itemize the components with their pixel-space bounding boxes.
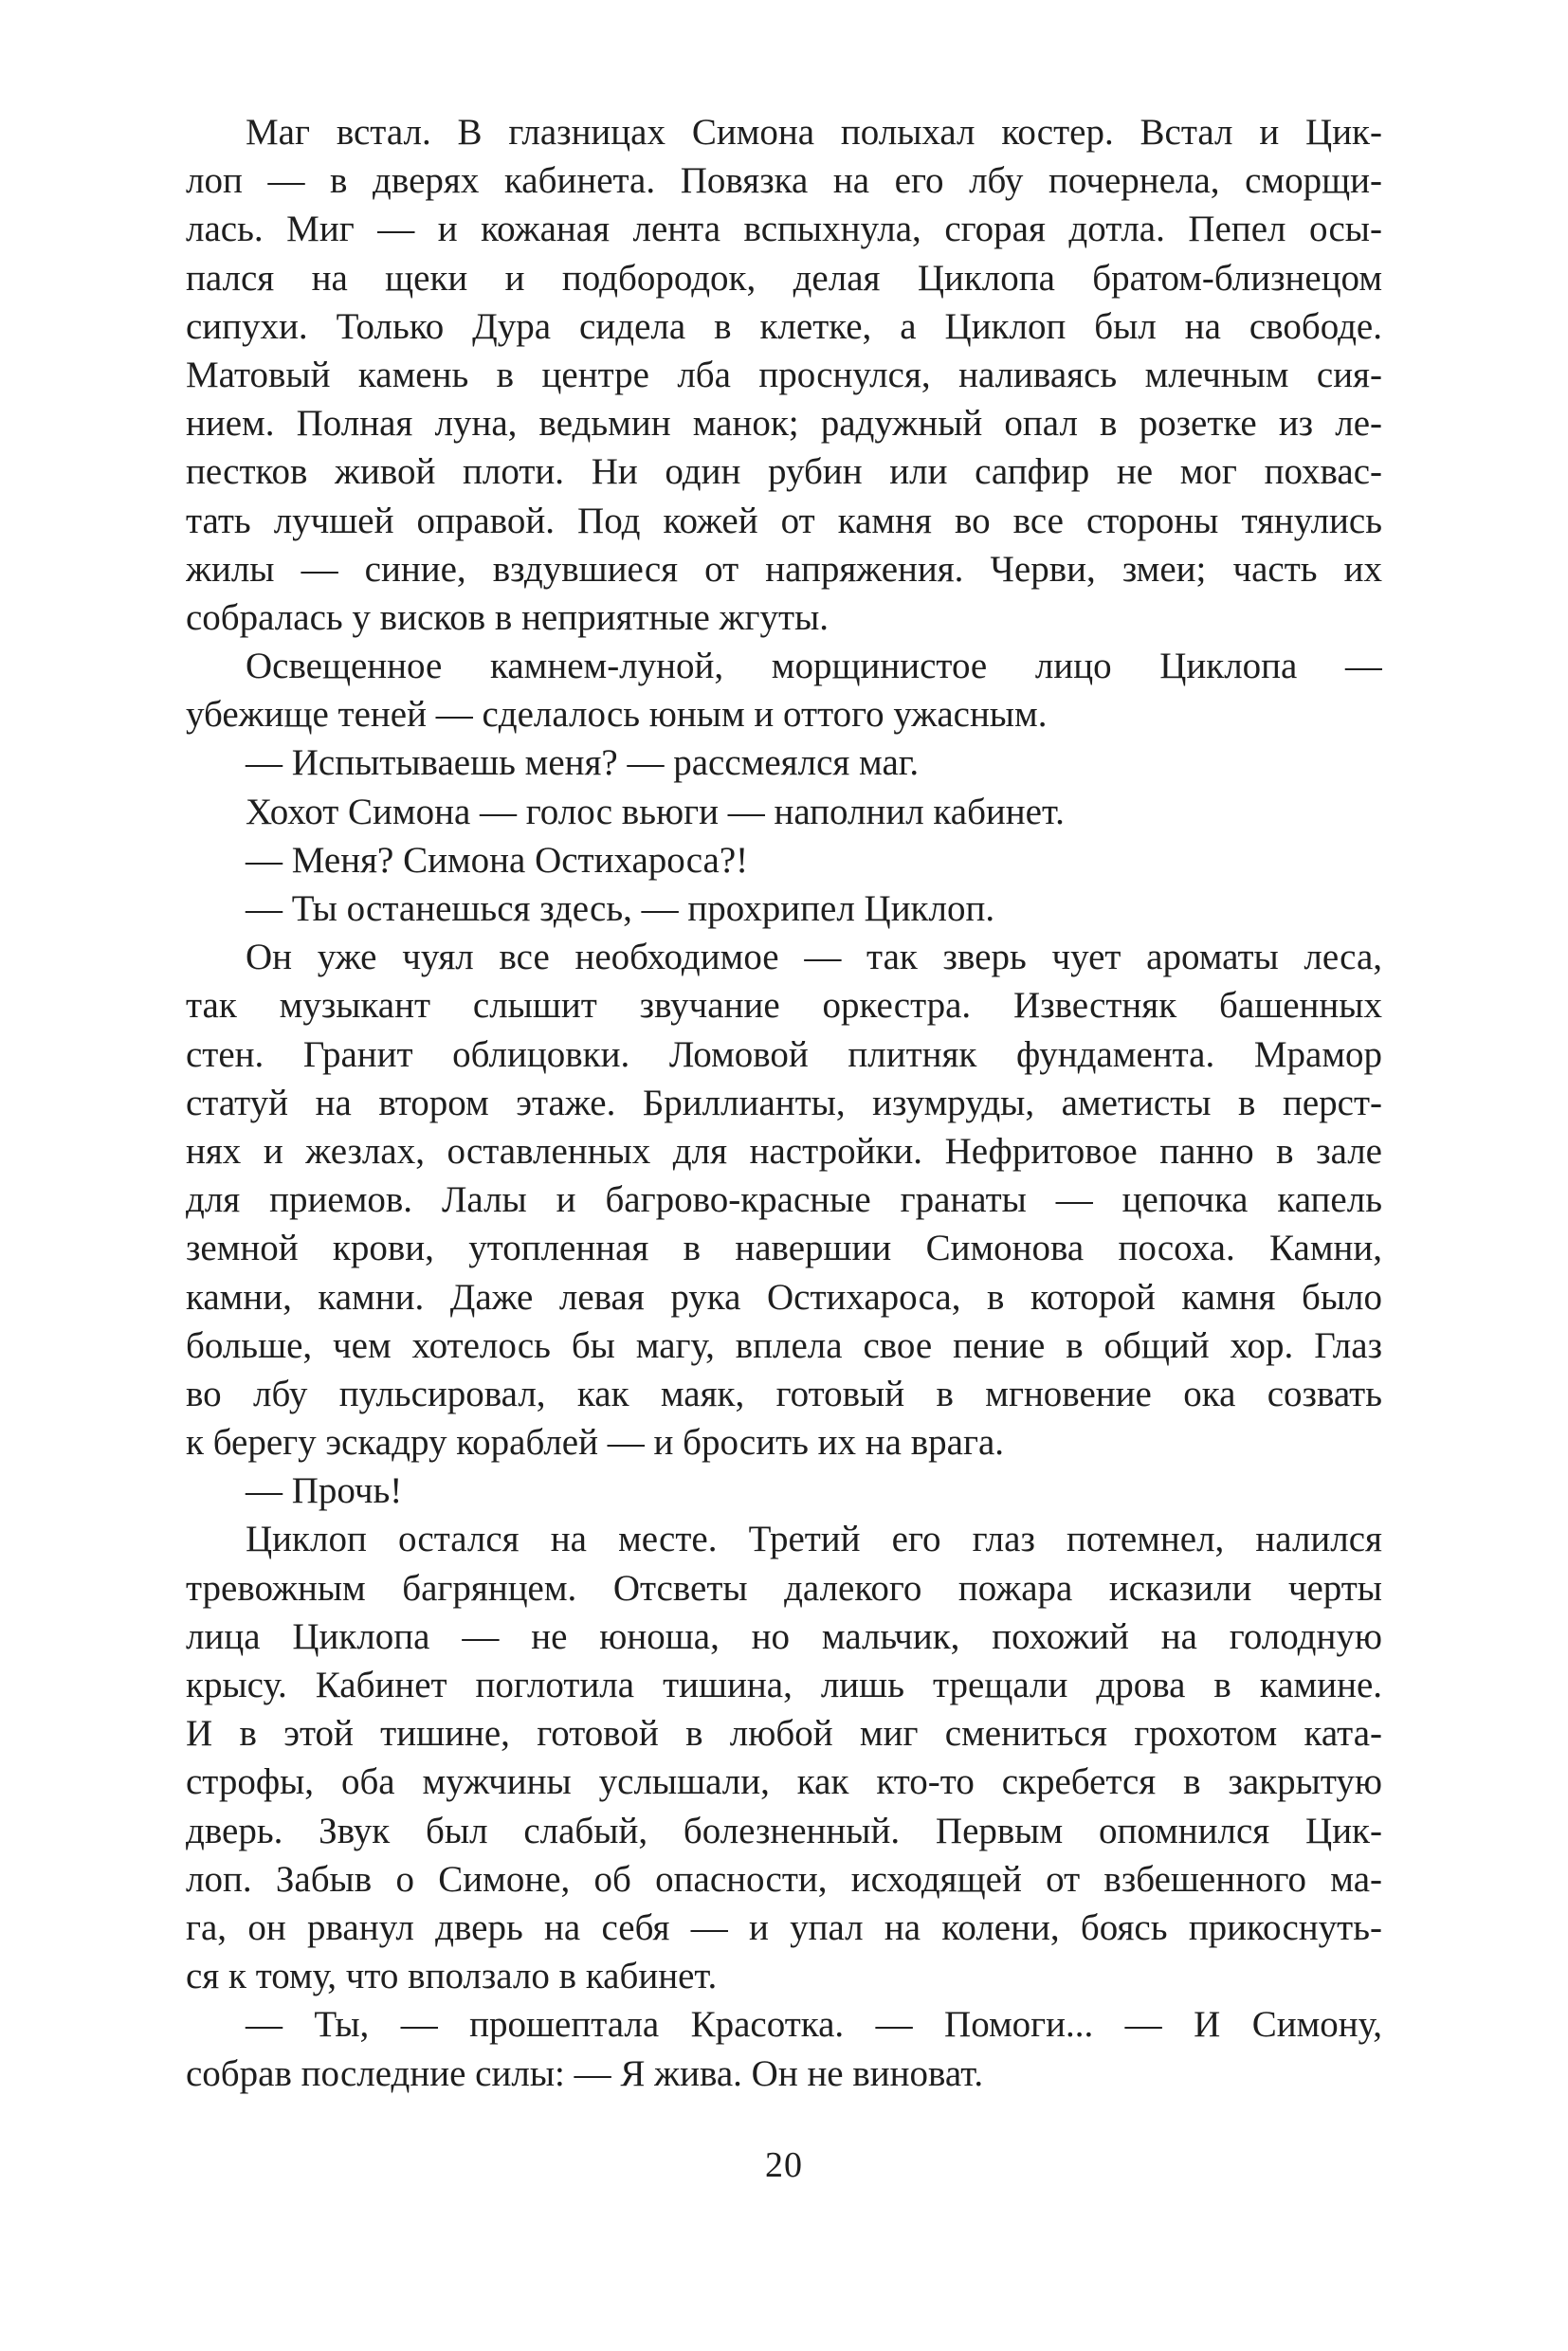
text-line: камни, камни. Даже левая рука Остихароса, в которой камня было xyxy=(186,1276,1382,1318)
text-line: к берегу эскадру кораблей — и бросить их на врага. xyxy=(186,1422,1005,1464)
text-line: крысу. Кабинет поглотила тишина, лишь трещали дрова в камине. xyxy=(186,1665,1382,1705)
text-line: лоп — в дверях кабинета. Повязка на его лбу почернела, сморщи- xyxy=(186,160,1382,202)
text-line: собрав последние силы: — Я жива. Он не виноват. xyxy=(186,2052,984,2094)
page-number: 20 xyxy=(765,2145,803,2185)
text-line: Маг встал. В глазницах Симона полыхал костер. Встал и Цик- xyxy=(246,112,1382,153)
text-line: пестков живой плоти. Ни один рубин или сапфир не мог похвас- xyxy=(186,451,1382,493)
text-line: стен. Гранит облицовки. Ломовой плитняк фундамента. Мрамор xyxy=(186,1033,1382,1075)
text-line: больше, чем хотелось бы магу, вплела свое пение в общий хор. Глаз xyxy=(186,1324,1382,1366)
text-line: Он уже чуял все необходимое — так зверь чует ароматы леса, xyxy=(246,937,1382,978)
text-line: — Ты останешься здесь, — прохрипел Циклоп. xyxy=(246,888,995,929)
text-line: лась. Миг — и кожаная лента вспыхнула, сгорая дотла. Пепел осы- xyxy=(186,209,1382,250)
text-line: нием. Полная луна, ведьмин манок; радужный опал в розетке из ле- xyxy=(186,403,1382,445)
text-line: тать лучшей оправой. Под кожей от камня во все стороны тянулись xyxy=(186,500,1382,541)
text-line: — Ты, — прошептала Красотка. — Помоги... — И Симону, xyxy=(246,2004,1382,2046)
text-line: га, он рванул дверь на себя — и упал на колени, боясь прикоснуть- xyxy=(186,1906,1382,1948)
text-line: земной крови, утопленная в навершии Симонова посоха. Камни, xyxy=(186,1228,1382,1269)
text-line: лица Циклопа — не юноша, но мальчик, похожий на голодную xyxy=(186,1615,1382,1657)
text-line: во лбу пульсировал, как маяк, готовый в мгновение ока созвать xyxy=(186,1373,1382,1414)
text-line: сипухи. Только Дура сидела в клетке, а Циклоп был на свободе. xyxy=(186,305,1382,347)
text-line: И в этой тишине, готовой в любой миг смениться грохотом ката- xyxy=(186,1713,1382,1755)
text-line: — Меня? Симона Остихароса?! xyxy=(246,839,749,881)
text-line: Хохот Симона — голос вьюги — наполнил кабинет. xyxy=(246,791,1065,832)
text-line: так музыкант слышит звучание оркестра. Известняк башенных xyxy=(186,985,1382,1027)
text-line: для приемов. Лалы и багрово-красные гранаты — цепочка капель xyxy=(186,1179,1382,1221)
text-line: пался на щеки и подбородок, делая Циклопа братом-близнецом xyxy=(186,257,1382,299)
text-line: Освещенное камнем-луной, морщинистое лицо Циклопа — xyxy=(246,646,1382,687)
text-line: лоп. Забыв о Симоне, об опасности, исходящей от взбешенного ма- xyxy=(186,1858,1382,1900)
text-line: собралась у висков в неприятные жгуты. xyxy=(186,596,830,638)
text-line: ся к тому, что вползало в кабинет. xyxy=(186,1956,718,1997)
body-text xyxy=(186,108,1382,2098)
text-line: убежище теней — сделалось юным и оттого ужасным. xyxy=(186,694,1048,736)
text-line: Матовый камень в центре лба проснулся, наливаясь млечным сия- xyxy=(186,354,1382,395)
text-line: — Прочь! xyxy=(246,1470,403,1512)
text-line: строфы, оба мужчины услышали, как кто-то скребется в закрытую xyxy=(186,1761,1382,1803)
text-line: нях и жезлах, оставленных для настройки. Нефритовое панно в зале xyxy=(186,1130,1382,1172)
text-line: Циклоп остался на месте. Третий его глаз потемнел, налился xyxy=(246,1519,1382,1560)
text-line: — Испытываешь меня? — рассмеялся маг. xyxy=(246,742,920,784)
text-line: жилы — синие, вздувшиеся от напряжения. Черви, змеи; часть их xyxy=(186,548,1382,590)
text-line: дверь. Звук был слабый, болезненный. Первым опомнился Цик- xyxy=(186,1810,1382,1851)
text-line: тревожным багрянцем. Отсветы далекого пожара исказили черты xyxy=(186,1567,1382,1609)
text-line: статуй на втором этаже. Бриллианты, изумруды, аметисты в перст- xyxy=(186,1082,1382,1123)
